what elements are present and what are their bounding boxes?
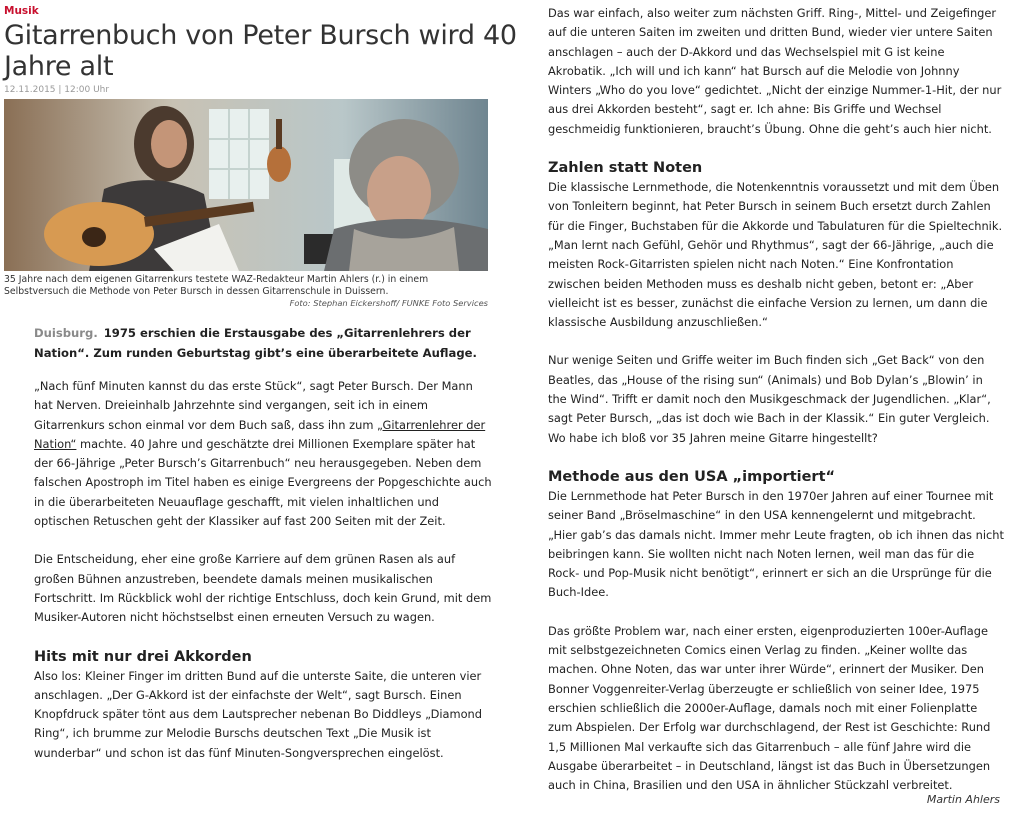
left-column	[4, 4, 524, 763]
left-body	[34, 363, 494, 763]
paragraph: Die Entscheidung, eher eine große Karriere auf dem grünen Rasen als auf großen Bühnen anzustreben, beendete damals meinen musikalischen Fortschritt. Im Rückblick wohl der richtige Entschluss, doch kein Grund, mit dem Musiker-Autoren nicht höchstselbst einen erneuten Versuch zu wagen.	[34, 552, 492, 625]
right-body	[548, 4, 1004, 795]
subheading: Hits mit nur drei Akkorden	[34, 648, 252, 665]
paragraph: Das war einfach, also weiter zum nächsten Griff. Ring-, Mittel- und Zeigefinger auf die unteren Saiten im zweiten und dritten Bund, wieder vier untere Saiten anschlagen – auch der D-Akkord und das Wechselspiel mit G ist keine Akrobatik. „Ich will und ich kann“ hat Bursch auf die Melodie von Johnny Winters „Who do you love“ gedichtet. „Nicht der einzige Nummer-1-Hit, der nur aus drei Akkorden besteht“, sagt er. Ich ahne: Bis Griffe und Wechsel geschmeidig funktionieren, braucht’s Übung. Ohne die geht’s auch hier nicht.	[548, 6, 1002, 136]
article-photo[interactable]	[4, 99, 488, 271]
article-date: 12.11.2015 | 12:00 Uhr	[4, 85, 110, 95]
gitarrenlehrer-link[interactable]: „Gitarrenlehrer der Nation“	[34, 417, 486, 451]
lead-text: 1975 erschien die Erstausgabe des „Gitarrenlehrers der Nation“. Zum runden Geburtstag gibt’s eine überarbeitete Auflage.	[34, 326, 477, 360]
photo-credit: Foto: Stephan Eickershoff/ FUNKE Foto Services	[289, 298, 488, 308]
photo-caption: 35 Jahre nach dem eigenen Gitarrenkurs testete WAZ-Redakteur Martin Ahlers (r.) in einem Selbstversuch die Methode von Peter Bursch in dessen Gitarrenschule in Duissern.	[4, 274, 429, 297]
paragraph: Also los: Kleiner Finger im dritten Bund auf die unterste Saite, die unteren vier anschlagen. „Der G-Akkord ist der einfachste der Welt“, sagt Bursch. Einen Knopfdruck später tönt aus dem Lautsprecher nebenan Bo Diddleys „Diamond Ring“, ich brumme zur Melodie Burschs deutschen Text „Die Musik ist wunderbar“ und schon ist das fünf Minuten-Songversprechen eingelöst.	[34, 668, 482, 760]
location-label: Duisburg.	[34, 326, 98, 340]
paragraph: Nur wenige Seiten und Griffe weiter im Buch finden sich „Get Back“ von den Beatles, das „House of the rising sun“ (Animals) und Bob Dylan’s „Blowin’ in the Wind“. Trifft er damit noch den Musikgeschmack der Jugendlichen. „Klar“, sagt Peter Bursch, „das ist doch wie Bach in der Klassik.“ Ein guter Vergleich. Wo habe ich bloß vor 35 Jahren meine Gitarre hingestellt?	[548, 353, 991, 445]
subheading: Zahlen statt Noten	[548, 160, 703, 177]
paragraph: Das größte Problem war, nach einer ersten, eigenproduzierten 100er-Auflage mit selbstgezeichneten Comics einen Verlag zu finden. „Keiner wollte das machen. Ohne Noten, das war unter ihrer Würde“, erinnert der Musiker. Den Bonner Voggenreiter-Verlag überzeugte er schließlich von seiner Idee, 1975 erschien schließlich die 2000er-Auflage, damals noch mit einer Folienplatte zum Abspielen. Der Erfolg war durchschlagend, der Rest ist Geschichte: Rund 1,5 Millionen Mal verkaufte sich das Gitarrenbuch – alle fünf Jahre wird die Ausgabe überarbeitet – in Deutschland, längst ist das Buch in Übersetzungen auch in China, Brasilien und den USA in ähnlicher Stückzahl verbreitet.	[548, 623, 991, 793]
paragraph-text: „Nach fünf Minuten kannst du das erste Stück“, sagt Peter Bursch. Der Mann hat Nerven. Dreieinhalb Jahrzehnte sind vergangen, seit ich in einem Gitarrenkurs schon einmal vor dem Buch saß, dass ihn zum	[34, 379, 473, 432]
paragraph: Die klassische Lernmethode, die Notenkenntnis voraussetzt und mit dem Üben von Tonleitern beginnt, hat Peter Bursch in seinem Buch ersetzt durch Zahlen für die Finger, Buchstaben für die Akkorde und Tabulaturen für die Spieltechnik. „Man lernt nach Gefühl, Gehör und Rhythmus“, sagt der 66-Jährige, „auch die meisten Rock-Gitarristen spielen nicht nach Noten.“ Eine Konfrontation zwischen beiden Methoden muss es deshalb nicht geben, betont er: „Aber vielleicht ist es besser, zunächst die einfache Version zu lernen, um dann die klassische Ausbildung anzuschließen.“	[548, 180, 1003, 330]
subheading: Methode aus den USA „importiert“	[548, 468, 836, 485]
article-title: Gitarrenbuch von Peter Bursch wird 40 Jahre alt	[4, 20, 517, 82]
paragraph	[34, 377, 494, 531]
paragraph: Die Lernmethode hat Peter Bursch in den 1970er Jahren auf einer Tournee mit seiner Band „Bröselmaschine“ in den USA kennengelernt und mitgebracht. „Hier gab’s das damals nicht. Immer mehr Leute fragten, ob ich ihnen das nicht beibringen kann. Sie wollten nicht nach Noten lernen, weil man das für die Rock- und Pop-Musik nicht benötigt“, erinnert er sich an die Ursprünge für die Buch-Idee.	[548, 488, 1004, 600]
article-lead	[34, 323, 494, 363]
author-name: Martin Ahlers	[926, 793, 1000, 806]
section-kicker[interactable]: Musik	[4, 5, 39, 17]
right-column	[548, 4, 1004, 795]
paragraph-text: machte. 40 Jahre und geschätzte drei Millionen Exemplare später hat der 66-Jährige „Peter Bursch’s Gitarrenbuch“ neu herausgegeben. Neben dem falschen Apostroph im Titel haben es einige Evergreens der Popgeschichte auch in die überarbeiteten Neuauflage geschafft, mit vielen inhaltlichen und optischen Retuschen geht der Klassiker auf fast 200 Seiten mit der Zeit.	[34, 436, 492, 529]
